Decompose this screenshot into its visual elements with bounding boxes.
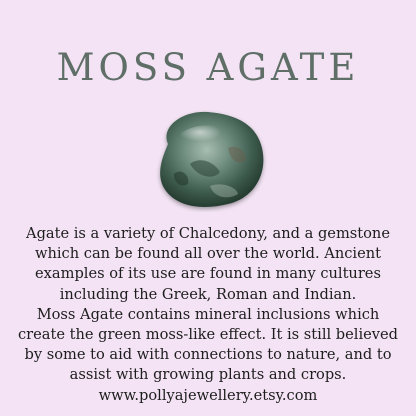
description-line: assist with growing plants and crops. (69, 366, 347, 384)
description-line: Moss Agate contains mineral inclusions which (36, 305, 380, 323)
description-line: including the Greek, Roman and Indian. (59, 285, 357, 303)
description-line: which can be found all over the world. Ancient (35, 245, 381, 263)
gem-description (10, 224, 406, 406)
moss-agate-stone-image (150, 104, 270, 212)
description-line: by some to aid with connections to nature, and to (24, 346, 392, 364)
page-title: MOSS AGATE (56, 46, 360, 89)
description-line: Agate is a variety of Chalcedony, and a gemstone (26, 225, 390, 242)
website-link[interactable]: www.pollyajewellery.etsy.com (98, 386, 318, 404)
description-line: examples of its use are found in many cultures (35, 265, 381, 283)
description-line: create the green moss-like effect. It is still believed (18, 326, 398, 344)
